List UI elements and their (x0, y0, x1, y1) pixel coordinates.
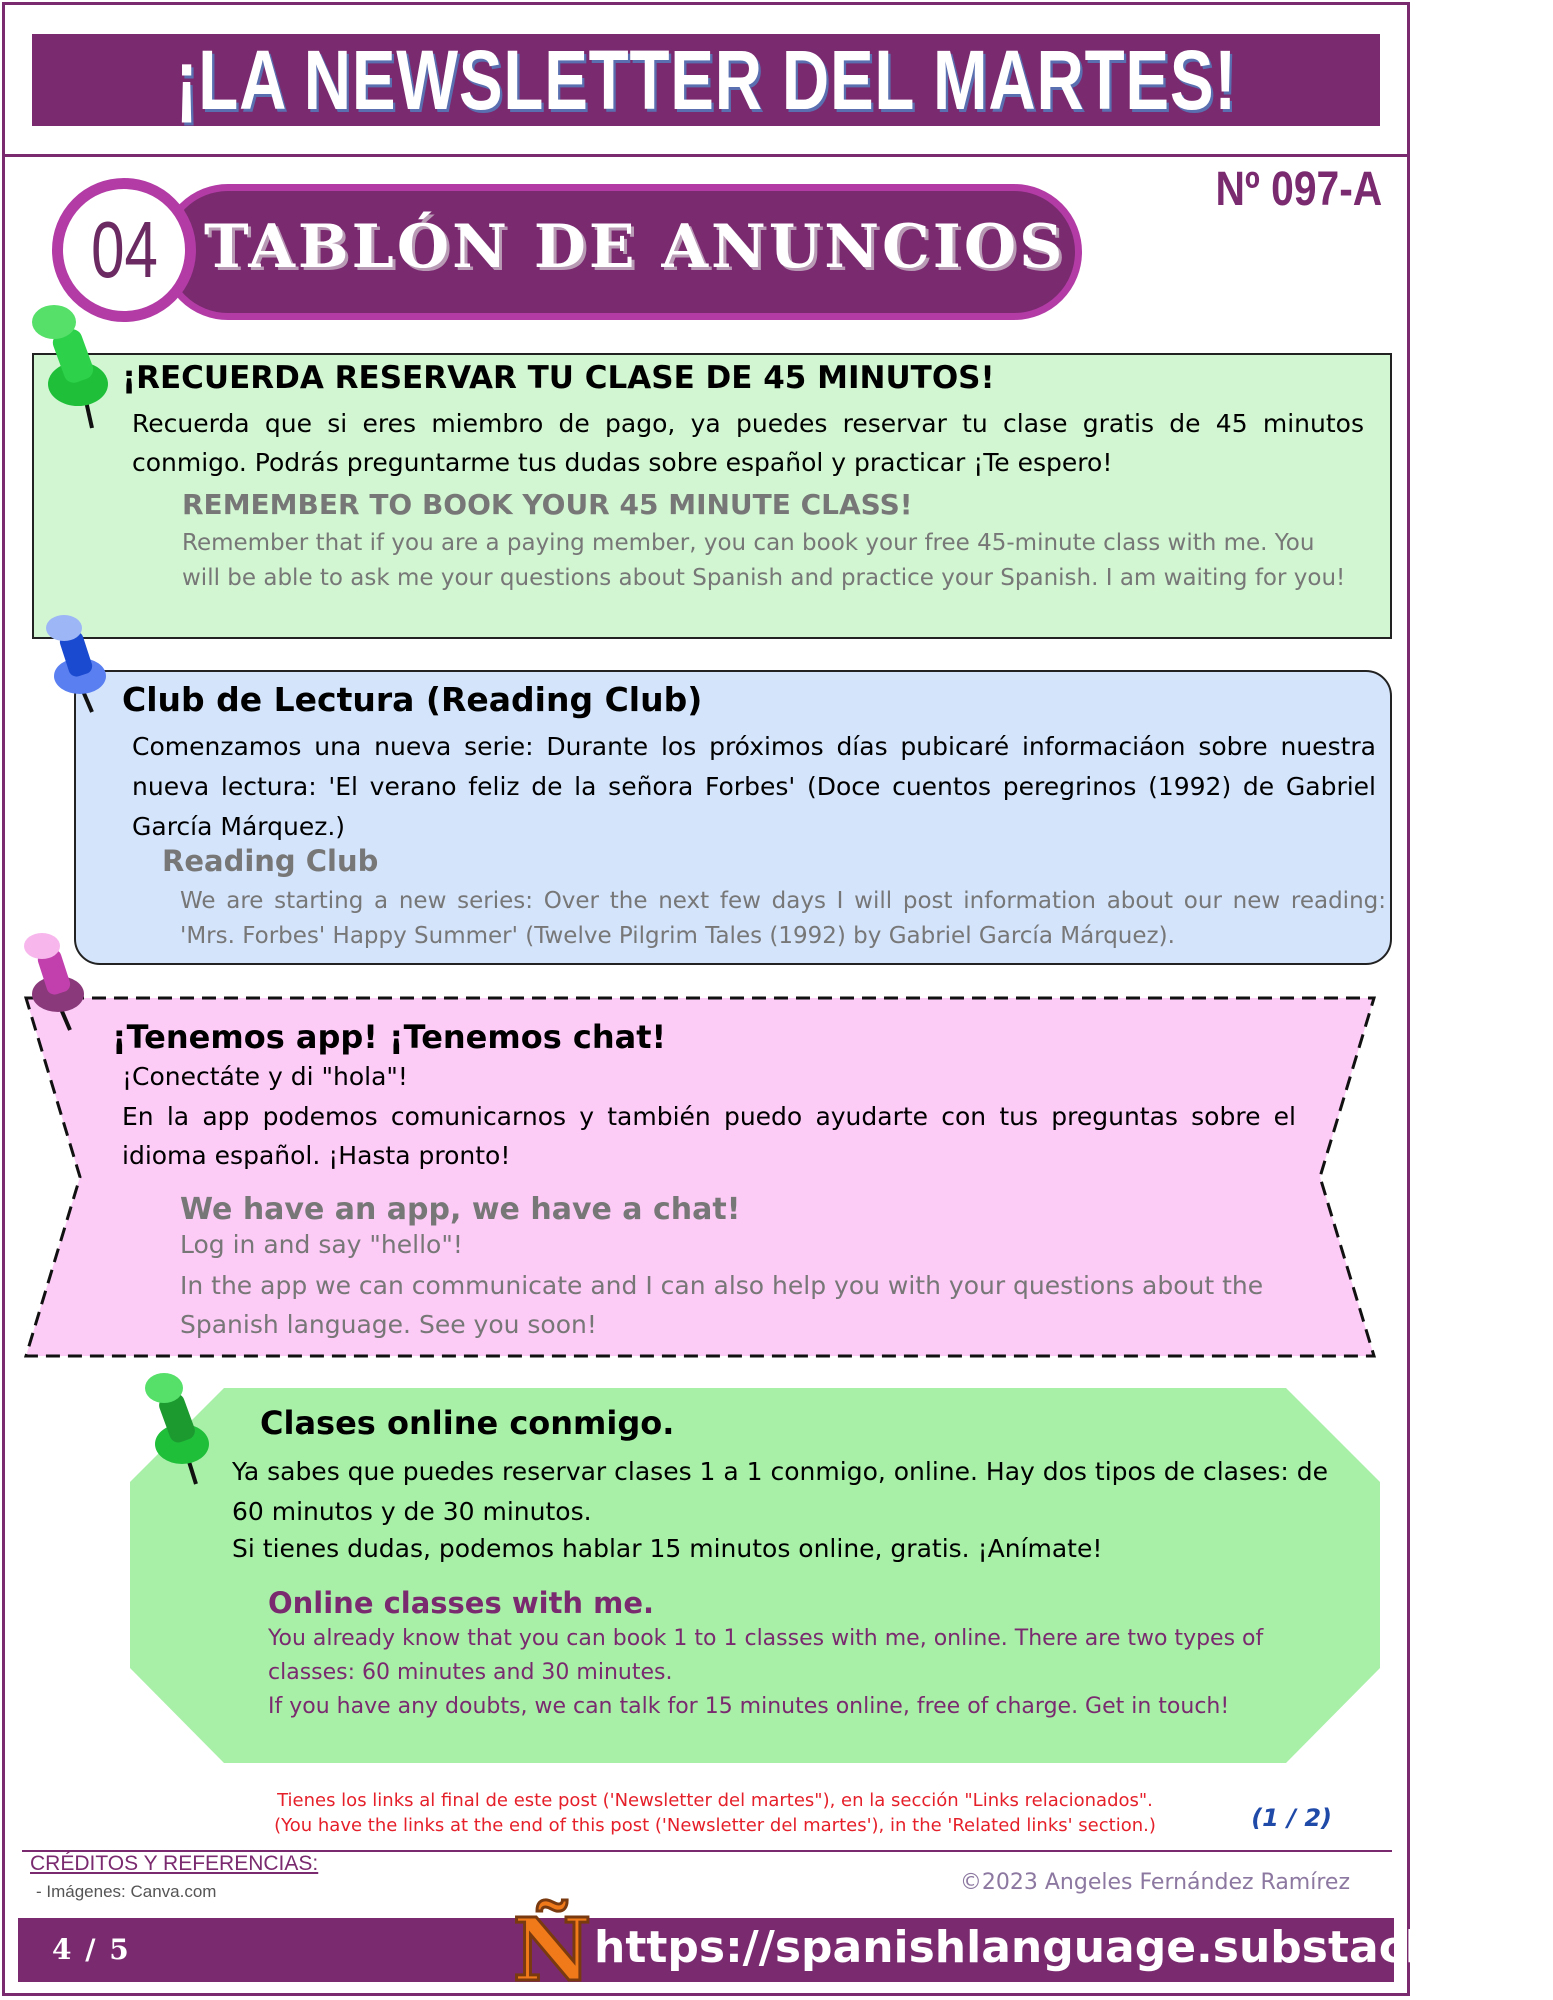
credits-title: CRÉDITOS Y REFERENCIAS: (30, 1852, 319, 1875)
enye-logo-icon (512, 1900, 592, 2000)
notice-4-body-en-2: If you have any doubts, we can talk for 15 minutes online, free of charge. Get in touch! (268, 1694, 1230, 1719)
notice-2-heading-en: Reading Club (162, 844, 379, 878)
notice-3-heading-en: We have an app, we have a chat! (180, 1192, 741, 1227)
newsletter-title: ¡LA NEWSLETTER DEL MARTES! (175, 32, 1237, 127)
notice-4-body-es-2: Si tienes dudas, podemos hablar 15 minutos online, gratis. ¡Anímate! (232, 1534, 1103, 1563)
notice-4-heading-es: Clases online conmigo. (260, 1404, 675, 1442)
credits-images: - Imágenes: Canva.com (36, 1882, 217, 1901)
notice-4-body-en-1: You already know that you can book 1 to 1 classes with me, online. There are two types of classes: 60 minutes and 30 minutes. (268, 1626, 1264, 1685)
notice-2-body-en: We are starting a new series: Over the next few days I will post information about our new reading: 'Mrs. Forbes' Happy Summer' (Twelve Pilgrim Tales (1992) by Gabriel García Márquez). (180, 888, 1386, 949)
notice-4-heading-en: Online classes with me. (268, 1586, 655, 1620)
links-note-en: (You have the links at the end of this post ('Newsletter del martes'), in the 'Related links' section.) (274, 1815, 1156, 1836)
green-pushpin-icon (138, 1368, 228, 1492)
notice-3-body-es-1: ¡Conectáte y di "hola"! (122, 1062, 408, 1091)
blue-pushpin-icon (40, 610, 120, 720)
notice-1-body-en: Remember that if you are a paying member, you can book your free 45-minute class with me. You will be able to ask me your questions about Spanish and practice your Spanish. I am waiting for you! (182, 530, 1346, 591)
notice-1-heading-en: REMEMBER TO BOOK YOUR 45 MINUTE CLASS! (182, 488, 913, 521)
footer-url[interactable]: https://spanishlanguage.substack.com (594, 1922, 1553, 1973)
notice-3-heading-es: ¡Tenemos app! ¡Tenemos chat! (112, 1018, 667, 1056)
green-pushpin-icon (22, 300, 122, 436)
issue-number: Nº 097-A (1215, 163, 1382, 216)
links-note-es: Tienes los links al final de este post ('Newsletter del martes"), en la sección "Links relacionados". (277, 1790, 1153, 1811)
notice-2-heading-es: Club de Lectura (Reading Club) (122, 680, 703, 719)
notice-4-body-es-1: Ya sabes que puedes reservar clases 1 a 1 conmigo, online. Hay dos tipos de clases: de 60 minutos y de 30 minutos. (232, 1457, 1329, 1526)
copyright: ©2023 Angeles Fernández Ramírez (959, 1870, 1350, 1895)
part-indicator: (1 / 2) (1251, 1804, 1332, 1832)
notice-1-body-es: Recuerda que si eres miembro de pago, ya puedes reservar tu clase gratis de 45 minutos conmigo. Podrás preguntarme tus dudas sobre español y practicar ¡Te espero! (132, 409, 1364, 477)
notice-3-body-en-1: Log in and say "hello"! (180, 1230, 463, 1259)
notice-2-body-es: Comenzamos una nueva serie: Durante los próximos días pubicaré informaciáon sobre nuestra nueva lectura: 'El verano feliz de la señora Forbes' (Doce cuentos peregrinos (1992) de Gabriel García Márquez.) (132, 732, 1376, 841)
pink-pushpin-icon (18, 928, 98, 1038)
page-number: 4 / 5 (52, 1933, 131, 1966)
section-number: 04 (90, 205, 158, 294)
notice-1-heading-es: ¡RECUERDA RESERVAR TU CLASE DE 45 MINUTOS! (122, 360, 995, 396)
notice-3-body-en-2: In the app we can communicate and I can also help you with your questions about the Spanish language. See you soon! (180, 1271, 1264, 1339)
newsletter-title-bar (32, 34, 1380, 126)
section-title: TABLÓN DE ANUNCIOS (204, 212, 1066, 282)
notice-3-body-es-2: En la app podemos comunicarnos y también puedo ayudarte con tus preguntas sobre el idioma español. ¡Hasta pronto! (122, 1102, 1296, 1170)
logo-letter: Ñ (512, 1900, 592, 2000)
